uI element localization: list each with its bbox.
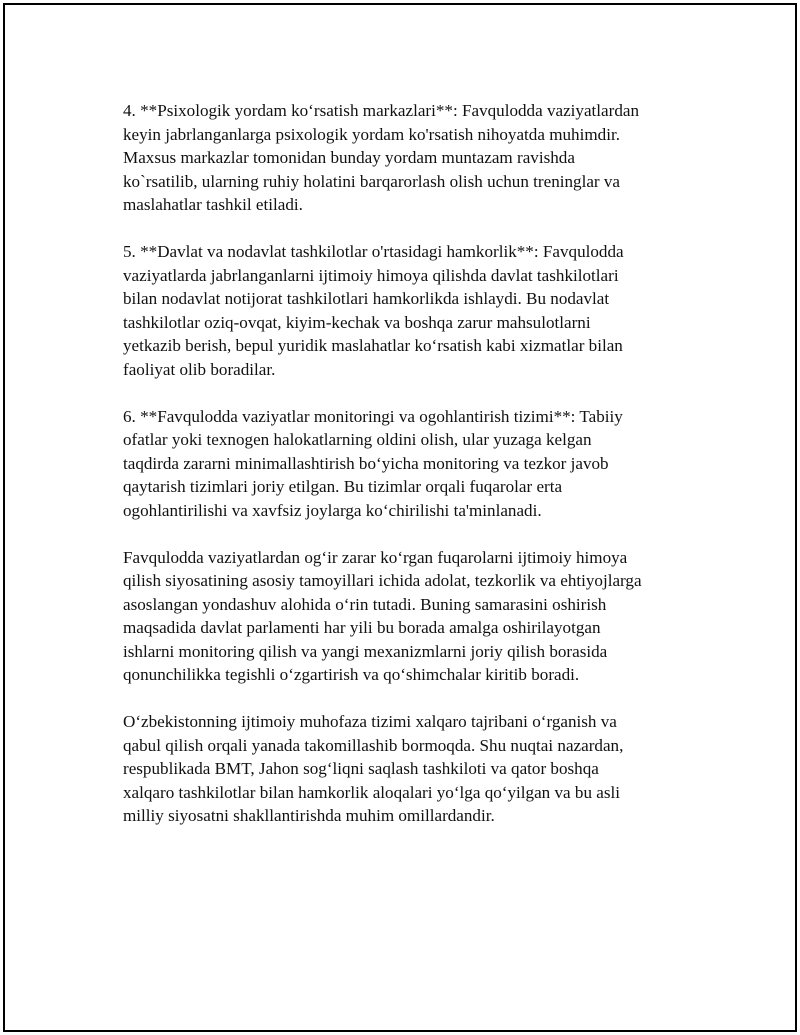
text-line: milliy siyosatni shakllantirishda muhim omillardandir. <box>123 806 495 825</box>
paragraph-protection-principles <box>123 546 695 687</box>
paragraph-monitoring-system <box>123 405 695 523</box>
text-line: ishlarni monitoring qilish va yangi mexanizmlarni joriy qilish borasida <box>123 641 608 661</box>
text-line: faoliyat olib boradilar. <box>123 359 276 379</box>
text-line: 5. **Davlat va nodavlat tashkilotlar o'rtasidagi hamkorlik**: Favqulodda <box>123 242 624 261</box>
text-line: bilan nodavlat notijorat tashkilotlari hamkorlikda ishlaydi. Bu nodavlat <box>123 289 610 308</box>
text-line: ogohlantirilishi va xavfsiz joylarga ko‘chirilishi ta'minlanadi. <box>123 500 542 520</box>
text-line: Maxsus markazlar tomonidan bunday yordam muntazam ravishda <box>123 148 575 167</box>
text-line: asoslangan yondashuv alohida o‘rin tutadi. Buning samarasini oshirish <box>123 594 607 614</box>
text-line: yetkazib berish, bepul yuridik maslahatlar ko‘rsatish kabi xizmatlar bilan <box>123 336 623 355</box>
text-line: maqsadida davlat parlamenti har yili bu borada amalga oshirilayotgan <box>123 618 601 637</box>
text-line: qilish siyosatining asosiy tamoyillari ichida adolat, tezkorlik va ehtiyojlarga <box>123 571 642 590</box>
text-line: 6. **Favqulodda vaziyatlar monitoringi va ogohlantirish tizimi**: Tabiiy <box>123 406 623 426</box>
text-line: xalqaro tashkilotlar bilan hamkorlik aloqalari yo‘lga qo‘yilgan va bu asli <box>123 782 621 802</box>
text-line: qaytarish tizimlari joriy etilgan. Bu tizimlar orqali fuqarolar erta <box>123 477 563 496</box>
text-line: respublikada BMT, Jahon sog‘liqni saqlash tashkiloti va qator boshqa <box>123 759 599 778</box>
text-line: ofatlar yoki texnogen halokatlarning oldini olish, ular yuzaga kelgan <box>123 430 592 449</box>
text-line: O‘zbekistonning ijtimoiy muhofaza tizimi xalqaro tajribani o‘rganish va <box>123 712 617 731</box>
text-line: 4. **Psixologik yordam ko‘rsatish markazlari**: Favqulodda vaziyatlardan <box>123 101 640 120</box>
paragraph-international-cooperation <box>123 710 695 828</box>
text-line: taqdirda zararni minimallashtirish bo‘yicha monitoring va tezkor javob <box>123 453 609 473</box>
text-line: maslahatlar tashkil etiladi. <box>123 195 303 214</box>
text-line: vaziyatlarda jabrlanganlarni ijtimoiy himoya qilishda davlat tashkilotlari <box>123 265 619 285</box>
text-line: qabul qilish orqali yanada takomillashib bormoqda. Shu nuqtai nazardan, <box>123 735 624 755</box>
text-line: qonunchilikka tegishli o‘zgartirish va qo‘shimchalar kiritib boradi. <box>123 665 580 684</box>
paragraph-ngo-cooperation <box>123 240 695 381</box>
paragraph-psychological-support <box>123 99 695 217</box>
text-line: Favqulodda vaziyatlardan og‘ir zarar ko‘rgan fuqarolarni ijtimoiy himoya <box>123 547 628 567</box>
page-border <box>3 3 797 1032</box>
text-line: keyin jabrlanganlarga psixologik yordam ko'rsatish nihoyatda muhimdir. <box>123 124 620 144</box>
document-body <box>123 99 695 851</box>
text-line: tashkilotlar oziq-ovqat, kiyim-kechak va boshqa zarur mahsulotlarni <box>123 312 591 332</box>
text-line: ko`rsatilib, ularning ruhiy holatini barqarorlash olish uchun treninglar va <box>123 171 621 191</box>
